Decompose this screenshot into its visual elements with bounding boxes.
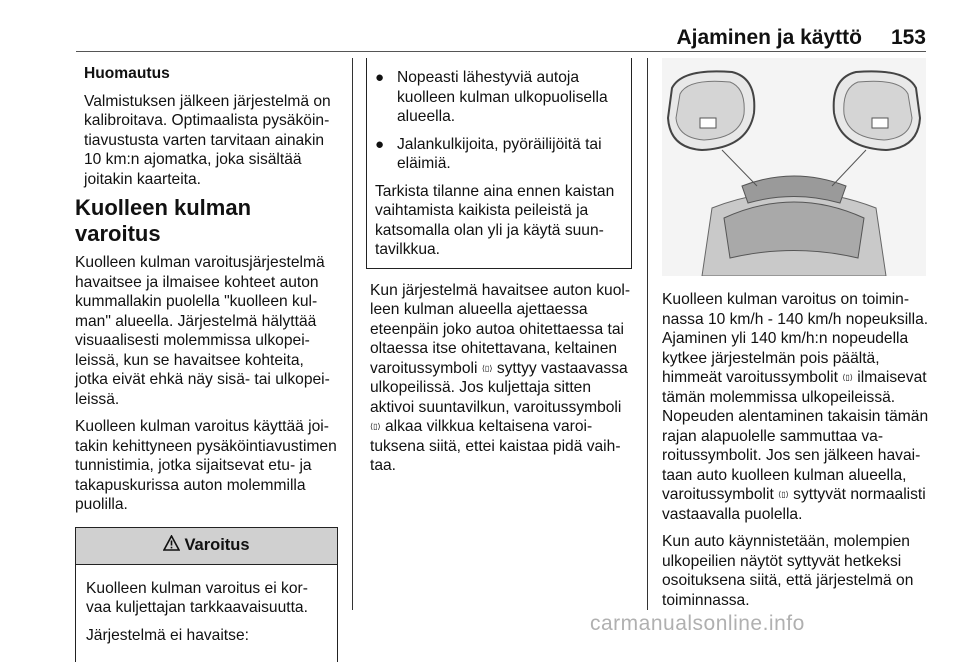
watermark: carmanualsonline.info	[590, 612, 805, 635]
warning-title: Varoitus	[184, 535, 250, 554]
speed-text-c: syttyvät normaalisti vastaavalla puolella.	[662, 486, 926, 523]
warning-triangle-icon	[163, 535, 184, 557]
blind-spot-symbol-icon: ⟨▯⟩	[842, 373, 853, 382]
intro-paragraph: Kuolleen kulman varoitusjärjestelmä havaitsee ja ilmaisee kohteet auton kummallakin puolella "kuolleen kulman" alueella. Järjestelmä hälyttää visuaalisesti molemmissa ulkopeileissä, kun se havaitsee kohteita, jotka eivät ehkä näy sisä- tai ulkopeileissä.	[75, 254, 330, 408]
right-column	[662, 290, 930, 618]
bullet-icon: ●	[375, 69, 385, 86]
column-divider-1	[352, 58, 353, 610]
blind-spot-symbol-icon: ⟨▯⟩	[778, 490, 789, 499]
page-number: 153	[890, 26, 926, 49]
list-item	[375, 135, 623, 174]
warning-box-text: Tarkista tilanne aina ennen kaistan vaihtamista kaikista peileistä ja katsomalla olan yli ja käytä suuntavilkkua.	[375, 182, 615, 258]
blind-spot-symbol-icon: ⟨▯⟩	[370, 422, 381, 431]
bullet-icon: ●	[375, 135, 385, 153]
detection-paragraph	[370, 281, 632, 476]
header-title: Ajaminen ja käyttö	[676, 26, 862, 49]
startup-paragraph: Kun auto käynnistetään, molempien ulkopeilien näytöt syttyvät hetkeksi osoituksena siitä, että järjestelmä on toiminnassa.	[662, 533, 914, 609]
warning-text: Kuolleen kulman varoitus ei korvaa kuljettajan tarkkaavaisuutta.	[86, 579, 308, 616]
speed-range-paragraph	[662, 290, 930, 524]
car-mirrors-image	[662, 58, 926, 276]
detection-text-a: Kun järjestelmä havaitsee auton kuolleen kulman alueella ajettaessa eteenpäin joko autoa ohitettaessa tai oltaessa itse ohitettavana, keltainen varoitussymboli	[370, 281, 631, 377]
note-text: Valmistuksen jälkeen järjestelmä on kalibroitava. Optimaalista pysäköintiavustusta varten tarvitaan ainakin 10 km:n ajomatka, joka sisältää joitakin kaarteita.	[84, 92, 331, 188]
sensor-paragraph: Kuolleen kulman varoitus käyttää joitakin kehittyneen pysäköintiavustimen tunnistimia, jotka sijaitsevat etu- ja takapuskurissa auton molemmilla puolilla.	[75, 418, 337, 513]
speed-text-b: ilmaisevat tämän molemmissa ulkopeileissä. Nopeuden alentaminen takaisin tämän rajan alapuolelle sammuttaa varoitussymbolit. Jos sen jälkeen havaitaan auto kuolleen kulman alueella, varoitussymbolit	[662, 369, 929, 503]
section-title: Kuolleen kulman varoitus	[75, 195, 252, 246]
header-rule	[76, 51, 926, 52]
warning-list-box	[366, 58, 632, 269]
warning-body	[76, 565, 337, 658]
left-column	[75, 64, 338, 662]
blind-spot-symbol-icon: ⟨▯⟩	[481, 363, 493, 373]
page-header	[76, 22, 926, 50]
warning-box	[75, 527, 338, 662]
column-divider-2	[647, 58, 648, 610]
list-item-text: Nopeasti lähestyviä autoja kuolleen kulman ulkopuolisella alueella.	[397, 69, 608, 125]
list-item-text: Jalankulkijoita, pyöräilijöitä tai eläimiä.	[397, 135, 602, 172]
list-item	[375, 68, 623, 127]
detection-text-b: syttyy vastaavassa ulkopeilissä. Jos kuljettaja sitten aktivoi suuntavilkun, varoitussymboli	[370, 359, 628, 416]
mirror-illustration	[662, 58, 926, 276]
warning-header	[76, 528, 337, 565]
speed-text-a: Kuolleen kulman varoitus on toiminnassa 10 km/h - 140 km/h nopeuksilla. Ajaminen yli 140 km/h:n nopeudella kytkee järjestelmän pois päältä, himmeät varoitussymbolit	[662, 291, 929, 386]
warning-list-intro: Järjestelmä ei havaitse:	[86, 626, 249, 644]
note-title: Huomautus	[84, 65, 170, 82]
detection-text-c: alkaa vilkkua keltaisena varoituksena siitä, ettei kaistaa pidä vaihtaa.	[370, 418, 621, 474]
middle-column	[370, 64, 632, 484]
